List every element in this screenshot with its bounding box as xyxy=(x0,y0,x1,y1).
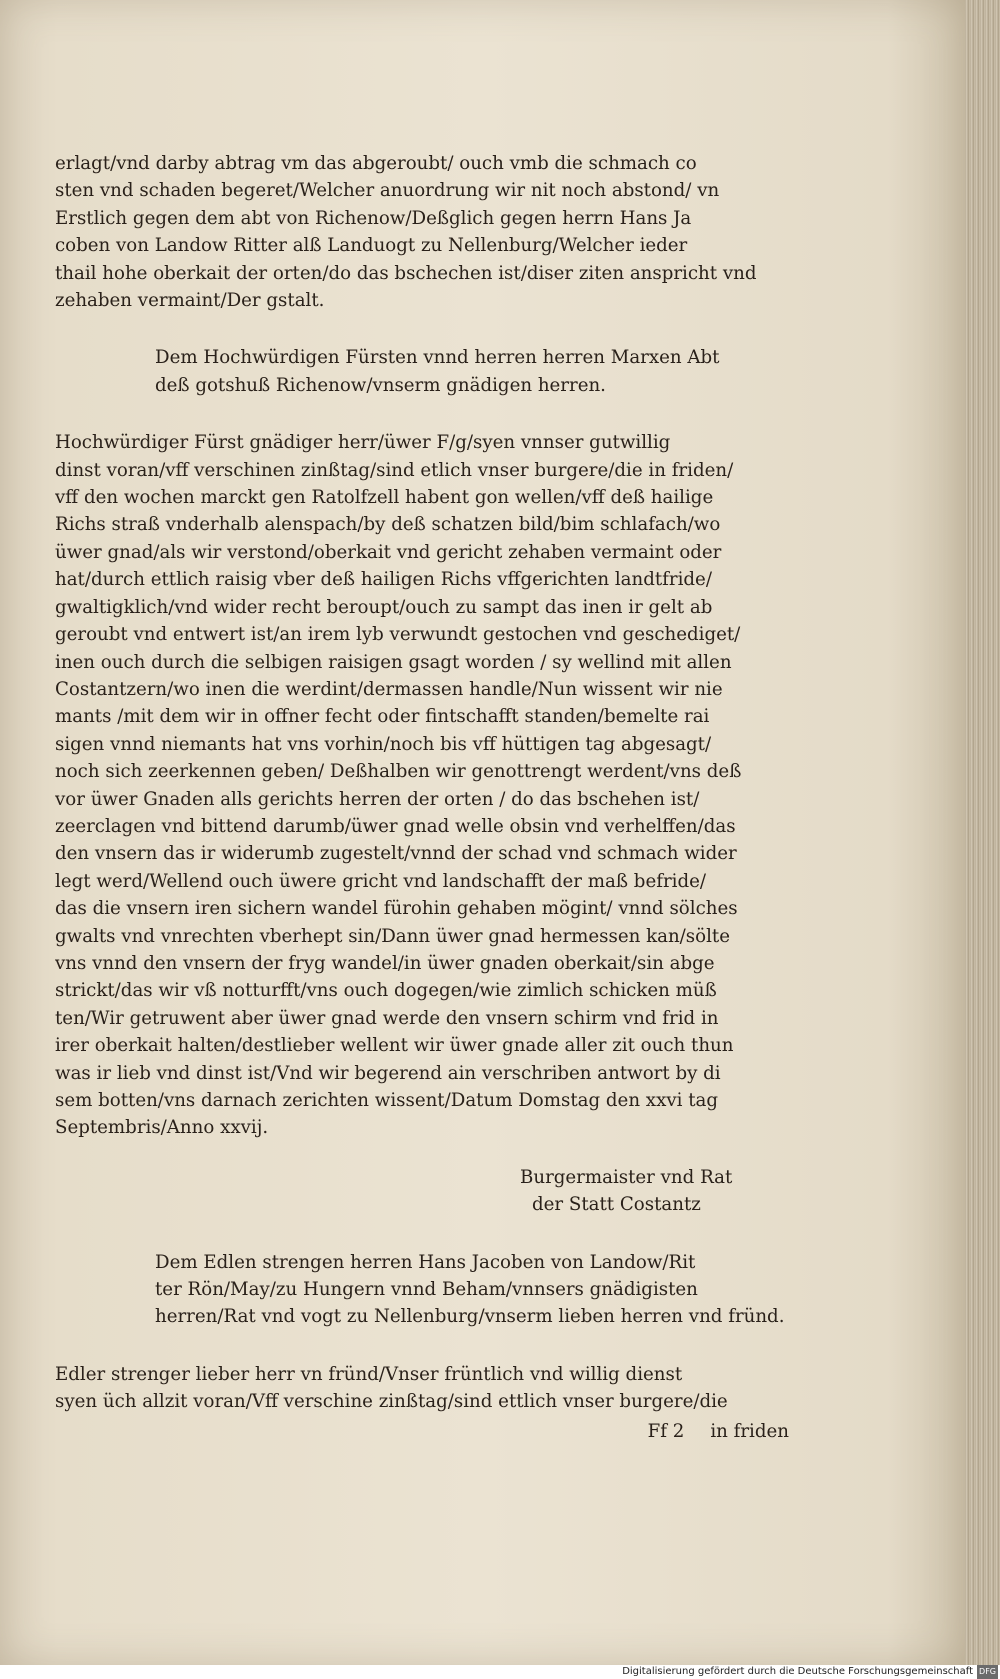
text-line: erlagt/vnd darby abtrag vm das abgeroubt/ ouch vmb die schmach co xyxy=(55,153,697,174)
text-line: strickt/das wir vß notturfft/vns ouch dogegen/wie zimlich schicken müß xyxy=(55,980,717,1002)
text-line: Edler strenger lieber herr vn fründ/Vnser früntlich vnd willig dienst xyxy=(55,1363,683,1385)
page-footer-marks xyxy=(55,1418,795,1445)
signature-block xyxy=(55,1164,795,1219)
letter-paragraph-2 xyxy=(55,1361,795,1416)
text-line: gwalts vnd vnrechten vberhept sin/Dann üwer gnad hermessen kan/sölte xyxy=(55,925,730,947)
signature-line: der Statt Costantz xyxy=(532,1194,701,1216)
text-line: sten vnd schaden begeret/Welcher anuordrung wir nit noch abstond/ vn xyxy=(55,180,720,202)
text-line: Septembris/Anno xxvij. xyxy=(55,1117,269,1139)
text-line: zeerclagen vnd bittend darumb/üwer gnad welle obsin vnd verhelffen/das xyxy=(55,815,736,837)
text-line: üwer gnad/als wir verstond/oberkait vnd gericht zehaben vermaint oder xyxy=(55,541,722,563)
signature-line: Burgermaister vnd Rat xyxy=(520,1166,733,1188)
text-line: ter Rön/May/zu Hungern vnnd Beham/vnnsers gnädigisten xyxy=(155,1279,698,1301)
text-line: zehaben vermaint/Der gstalt. xyxy=(55,290,325,312)
text-line: coben von Landow Ritter alß Landuogt zu Nellenburg/Welcher ieder xyxy=(55,235,688,257)
text-line: geroubt vnd entwert ist/an irem lyb verwundt gestochen vnd geschediget/ xyxy=(55,624,741,646)
text-line: Costantzern/wo inen die werdint/dermassen handle/Nun wissent wir nie xyxy=(55,678,723,700)
text-line: irer oberkait halten/destlieber wellent wir üwer gnade aller zit ouch thun xyxy=(55,1035,734,1057)
letter-paragraph-1 xyxy=(55,429,795,1142)
text-line: legt werd/Wellend ouch üwere gricht vnd landschafft der maß befride/ xyxy=(55,870,706,892)
text-line: sem botten/vns darnach zerichten wissent/Datum Domstag den xxvi tag xyxy=(55,1090,718,1111)
text-line: Hochwürdiger Fürst gnädiger herr/üwer F/g/syen vnnser gutwillig xyxy=(55,432,671,454)
credit-text: Digitalisierung gefördert durch die Deutsche Forschungsgemeinschaft xyxy=(622,1666,974,1677)
text-line: noch sich zeerkennen geben/ Deßhalben wir genottrengt werdent/vns deß xyxy=(55,761,742,783)
text-line: thail hohe oberkait der orten/do das bschechen ist/diser ziten anspricht vnd xyxy=(55,262,757,284)
text-line: vns vnnd den vnsern der fryg wandel/in üwer gnaden oberkait/sin abge xyxy=(55,952,715,974)
catchword: in friden xyxy=(710,1420,789,1442)
text-line: ten/Wir getruwent aber üwer gnad werde den vnsern schirm vnd frid in xyxy=(55,1007,719,1029)
text-line: hat/durch ettlich raisig vber deß hailigen Richs vffgerichten landtfride/ xyxy=(55,569,712,591)
page-text xyxy=(55,150,795,1445)
text-line: syen üch allzit voran/Vff verschine zinßtag/sind ettlich vnser burgere/die xyxy=(55,1391,728,1413)
text-line: vor üwer Gnaden alls gerichts herren der orten / do das bschehen ist/ xyxy=(55,788,700,810)
digitization-credit xyxy=(0,1665,1000,1679)
text-line: vff den wochen marckt gen Ratolfzell habent gon wellen/vff deß hailige xyxy=(55,487,714,509)
text-line: das die vnsern iren sichern wandel fürohin gehaben mögint/ vnnd sölches xyxy=(55,898,738,920)
address-heading-1 xyxy=(55,344,795,399)
text-line: sigen vnnd niemants hat vns vorhin/noch bis vff hüttigen tag abgesagt/ xyxy=(55,733,712,755)
text-line: mants /mit dem wir in offner fecht oder fintschafft standen/bemelte rai xyxy=(55,706,710,728)
text-line: was ir lieb vnd dinst ist/Vnd wir begerend ain verschriben antwort by di xyxy=(55,1062,721,1084)
book-page-edges xyxy=(965,0,1000,1665)
dfg-logo-icon: DFG xyxy=(977,1665,998,1679)
text-line: Dem Hochwürdigen Fürsten vnnd herren herren Marxen Abt xyxy=(155,347,720,369)
text-line: inen ouch durch die selbigen raisigen gsagt worden / sy wellind mit allen xyxy=(55,651,732,673)
text-line: Erstlich gegen dem abt von Richenow/Deßglich gegen herrn Hans Ja xyxy=(55,207,692,229)
text-line: den vnsern das ir widerumb zugestelt/vnnd der schad vnd schmach wider xyxy=(55,843,737,865)
text-line: gwaltigklich/vnd wider recht beroupt/ouch zu sampt das inen ir gelt ab xyxy=(55,596,713,618)
text-line: deß gotshuß Richenow/vnserm gnädigen herren. xyxy=(155,374,606,396)
text-line: Dem Edlen strengen herren Hans Jacoben von Landow/Rit xyxy=(155,1251,696,1273)
text-line: dinst voran/vff verschinen zinßtag/sind etlich vnser burgere/die in friden/ xyxy=(55,459,734,481)
address-heading-2 xyxy=(55,1249,795,1331)
text-line: herren/Rat vnd vogt zu Nellenburg/vnserm lieben herren vnd fründ. xyxy=(155,1306,785,1328)
intro-paragraph xyxy=(55,150,795,314)
signature-mark: Ff 2 xyxy=(647,1420,685,1442)
text-line: Richs straß vnderhalb alenspach/by deß schatzen bild/bim schlafach/wo xyxy=(55,514,721,536)
